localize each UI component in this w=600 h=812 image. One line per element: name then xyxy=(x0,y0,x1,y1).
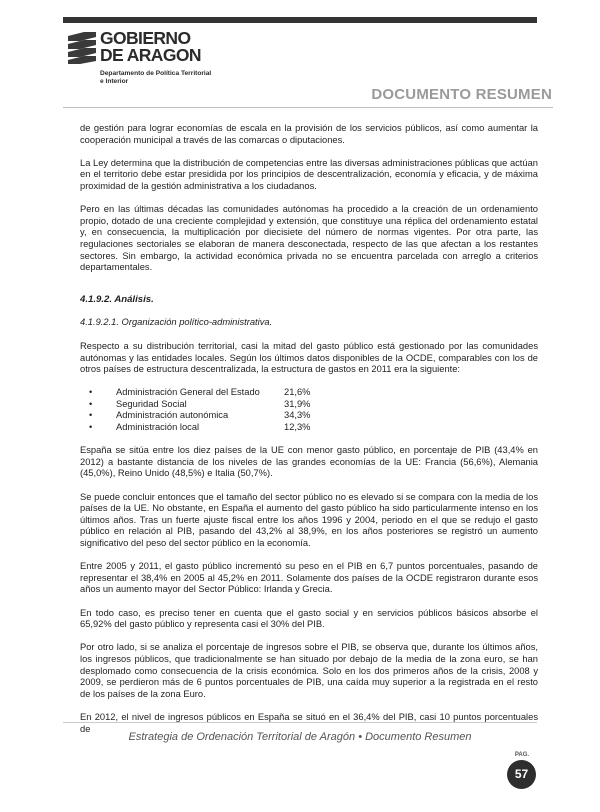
department-line-1: Departamento de Política Territorial xyxy=(100,70,212,77)
paragraph-7: Entre 2005 y 2011, el gasto público incrementó su peso en el PIB en 6,7 puntos porcentuales, pasando de representar el 38,4% en 2005 al 45,2% en 2011. Solamente dos países de la OCDE registraron durante esos años un aumento mayor del Sector Público: Irlanda y Grecia. xyxy=(80,561,538,595)
list-item-value: 31,9% xyxy=(284,398,311,409)
bullet-icon: • xyxy=(89,422,93,433)
list-item-value: 21,6% xyxy=(284,387,311,398)
paragraph-1: de gestión para lograr economías de escala en la provisión de los servicios públicos, así como aumentar la cooperación municipal a través de las comarcas o diputaciones. xyxy=(80,123,538,145)
main-content xyxy=(80,123,538,735)
list-item-label: Seguridad Social xyxy=(116,398,187,409)
paragraph-9: Por otro lado, si se analiza el porcentaje de ingresos sobre el PIB, se observa que, durante los últimos años, los ingresos públicos, que tradicionalmente se han situado por debajo de la media de la zona euro, se han desplomado como consecuencia de la crisis económica. Solo en los dos primeros años de la crisis, 2008 y 2009, se perdieron más de 6 puntos porcentuales de PIB, una caída muy superior a la registrada en el resto de los países de la zona Euro. xyxy=(80,642,538,699)
logo-line-1: GOBIERNO xyxy=(100,28,191,48)
department-line-2: e Interior xyxy=(100,77,129,85)
top-bar xyxy=(63,17,537,23)
footer-divider xyxy=(63,722,537,723)
logo xyxy=(66,30,246,100)
paragraph-8: En todo caso, es preciso tener en cuenta que el gasto social y en servicios públicos básicos absorbe el 65,92% del gasto público y representa casi el 30% del PIB. xyxy=(80,607,538,630)
footer-text: Estrategia de Ordenación Territorial de Aragón • Documento Resumen xyxy=(128,731,472,743)
list-item-value: 34,3% xyxy=(284,410,311,421)
list-item-label: Administración General del Estado xyxy=(116,387,260,398)
list-item-label: Administración local xyxy=(116,422,200,433)
title-divider xyxy=(63,107,553,108)
logo-line-2: DE ARAGON xyxy=(100,45,201,65)
paragraph-4: Respecto a su distribución territorial, casi la mitad del gasto público está gestionado por las comunidades autónomas y las entidades locales. Según los últimos datos disponibles de la OCDE, comparables con los de otros países de estructura descentralizada, la estructura de gastos en 2011 era la siguiente: xyxy=(80,340,538,375)
document-title: DOCUMENTO RESUMEN xyxy=(371,86,552,103)
list-item-label: Administración autonómica xyxy=(116,410,229,421)
expenditure-list xyxy=(80,387,538,433)
list-item-value: 12,3% xyxy=(284,422,311,433)
paragraph-2: La Ley determina que la distribución de competencias entre las diversas administraciones públicas que actúan en el territorio debe estar presidida por los principios de descentralización, economía y eficacia, y de máxima proximidad de la gestión administrativa a los ciudadanos. xyxy=(80,157,538,191)
bullet-icon: • xyxy=(89,398,93,409)
subsection-title: 4.1.9.2.1. Organización político-administrativa. xyxy=(80,317,273,328)
paragraph-10: En 2012, el nivel de ingresos públicos en España se situó en el 36,4% del PIB, casi 10 puntos porcentuales de xyxy=(80,711,538,734)
page-label: PAG. xyxy=(514,752,530,758)
list-item xyxy=(80,387,538,399)
list-item xyxy=(80,410,538,422)
paragraph-3: Pero en las últimas décadas las comunidades autónomas ha procedido a la creación de un ordenamiento propio, dotado de una creciente complejidad y extensión, que constituye una réplica del ordenamiento estatal y, en consecuencia, la multiplicación por diecisiete del número de normas vigentes. Por otra parte, las regulaciones sectoriales se elaboran de manera desconectada, respecto de las que afectan a los restantes sectores. Sin embargo, la actividad económica privada no se encuentra parcelada con arreglo a criterios departamentales. xyxy=(80,204,538,273)
page-number: 57 xyxy=(507,760,536,789)
bullet-icon: • xyxy=(89,387,93,398)
aragon-logo-mark-icon xyxy=(66,30,98,64)
list-item xyxy=(80,422,538,434)
section-title: 4.1.9.2. Análisis. xyxy=(80,293,154,305)
list-item xyxy=(80,399,538,411)
bullet-icon: • xyxy=(89,410,93,421)
paragraph-5: España se sitúa entre los diez países de la UE con menor gasto público, en porcentaje de PIB (43,4% en 2012) a bastante distancia de los niveles de las grandes economías de la UE: Francia (56,6%), Alemania (45,0%), Reino Unido (48,5%) e Italia (50,7%). xyxy=(80,445,538,479)
department-name xyxy=(100,70,240,85)
paragraph-6: Se puede concluir entonces que el tamaño del sector público no es elevado si se compara con la media de los países de la UE. No obstante, en España el aumento del gasto público ha sido particularmente intenso en los últimos años. Tras un fuerte ajuste fiscal entre los años 1996 y 2004, periodo en el que se redujo el gasto público en relación al PIB, pasando del 43,2% al 38,9%, en los años posteriores se registró un aumento significativo del peso del sector público en la economía. xyxy=(80,491,538,548)
logo-wordmark xyxy=(100,30,201,64)
